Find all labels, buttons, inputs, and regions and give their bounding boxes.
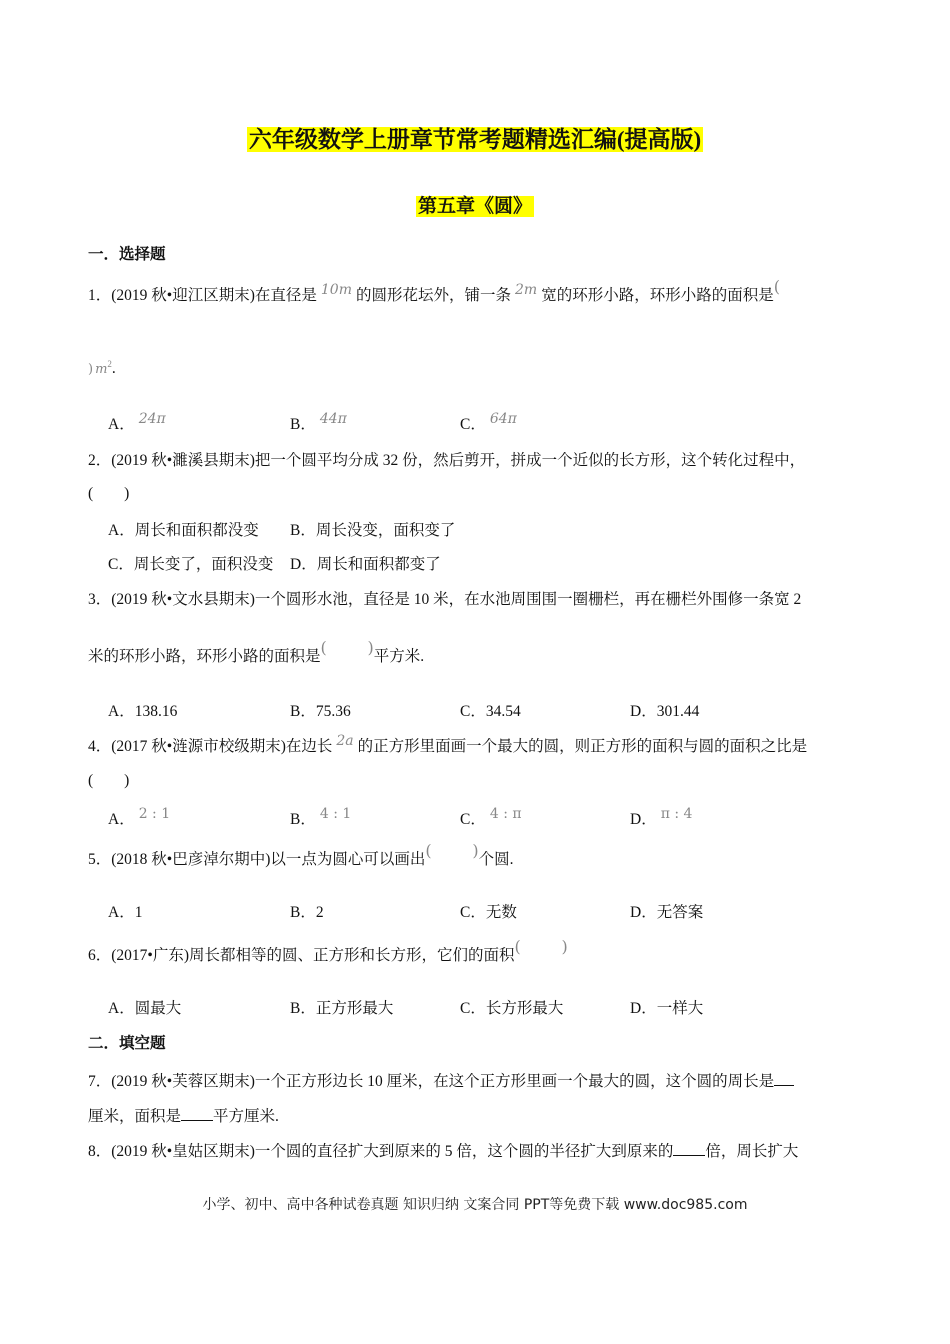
q1-option-b-value: 44π <box>319 411 347 427</box>
q6-option-d[interactable]: D．一样大 <box>630 1000 704 1017</box>
question-7-line-2 <box>88 1106 279 1127</box>
q8-text-a: 8．(2019 秋•皇姑区期末)一个圆的直径扩大到原来的 5 倍，这个圆的半径扩大到原来的 <box>88 1143 674 1160</box>
page-title <box>0 126 950 154</box>
q3-option-d[interactable]: D．301.44 <box>630 703 700 720</box>
q3-option-c[interactable]: C．34.54 <box>460 703 521 720</box>
q5-option-d[interactable]: D．无答案 <box>630 904 704 921</box>
question-8 <box>88 1141 798 1162</box>
q2-option-c[interactable]: C．周长变了，面积没变 <box>108 556 274 573</box>
question-2-line-2: ( ) <box>88 485 130 502</box>
q7-text-c: 平方厘米. <box>213 1108 279 1125</box>
page-title-text: 六年级数学上册章节常考题精选汇编(提高版) <box>248 127 702 152</box>
q3-option-b[interactable]: B．75.36 <box>290 703 351 720</box>
q3-text-b: 平方米. <box>373 648 425 665</box>
q2-option-d[interactable]: D．周长和面积都变了 <box>290 556 441 573</box>
q4-option-b-value: 4 : 1 <box>319 806 352 822</box>
page-footer: 小学、初中、高中各种试卷真题 知识归纳 文案合同 PPT等免费下载 www.doc985.com <box>202 1197 748 1213</box>
q4-option-c-label: C． <box>460 811 486 828</box>
q5-option-a[interactable]: A．1 <box>108 904 143 921</box>
q1-text-a: 1．(2019 秋•迎江区期末)在直径是 <box>88 287 317 304</box>
q7-blank-1[interactable] <box>774 1071 794 1086</box>
q1-option-b-label: B． <box>290 416 316 433</box>
q1-unit: m <box>95 362 108 378</box>
chapter-title <box>0 196 950 219</box>
q1-paren-close: ) <box>88 362 94 378</box>
question-3-line-2 <box>88 638 425 667</box>
q1-option-a-value: 24π <box>138 411 166 427</box>
q1-option-a[interactable] <box>108 411 170 435</box>
q2-option-a[interactable]: A．周长和面积都没变 <box>108 522 259 539</box>
q8-text-b: 倍，周长扩大 <box>705 1143 799 1160</box>
q4-math-side: 2a <box>336 733 354 749</box>
question-1-line-2 <box>88 359 116 379</box>
q4-option-d-value: π : 4 <box>660 806 693 822</box>
q1-option-c-value: 64π <box>489 411 517 427</box>
q5-option-b[interactable]: B．2 <box>290 904 324 921</box>
q3-text-a: 米的环形小路，环形小路的面积是 <box>88 648 321 665</box>
question-4-line-2: ( ) <box>88 772 130 789</box>
q1-option-a-label: A． <box>108 416 135 433</box>
q4-option-a-label: A． <box>108 811 135 828</box>
q4-text-a: 4．(2017 秋•涟源市校级期末)在边长 <box>88 738 333 755</box>
q8-blank-1[interactable] <box>673 1141 705 1156</box>
section-heading-fill: 二．填空题 <box>88 1035 166 1052</box>
question-3-line-1: 3．(2019 秋•文水县期末)一个圆形水池，直径是 10 米，在水池周围围一圈栅栏，再在栅栏外围修一条宽 2 <box>88 591 802 608</box>
q4-option-b[interactable] <box>290 806 355 830</box>
q4-option-d-label: D． <box>630 811 657 828</box>
question-1-line-1 <box>88 277 780 306</box>
q2-option-b[interactable]: B．周长没变，面积变了 <box>290 522 456 539</box>
q6-option-b[interactable]: B．正方形最大 <box>290 1000 394 1017</box>
q6-option-a[interactable]: A．圆最大 <box>108 1000 182 1017</box>
q5-option-c[interactable]: C．无数 <box>460 904 517 921</box>
q3-paren: ( ) <box>320 638 374 657</box>
q1-math-width: 2m <box>515 282 538 298</box>
q6-option-c[interactable]: C．长方形最大 <box>460 1000 564 1017</box>
q7-text-a: 7．(2019 秋•芙蓉区期末)一个正方形边长 10 厘米，在这个正方形里画一个最大的圆，这个圆的周长是 <box>88 1073 775 1090</box>
q1-math-diameter: 10m <box>320 282 352 298</box>
chapter-title-text: 第五章《圆》 <box>417 196 532 217</box>
q5-text-b: 个圆. <box>478 851 514 868</box>
q1-text-b: 的圆形花坛外，铺一条 <box>355 287 511 304</box>
question-5 <box>88 841 514 870</box>
q1-unit-exponent: 2 <box>107 359 112 369</box>
q4-option-c[interactable] <box>460 806 526 830</box>
q1-text-c: 宽的环形小路，环形小路的面积是 <box>541 287 774 304</box>
q7-text-b: 厘米，面积是 <box>88 1108 182 1125</box>
q1-option-c-label: C． <box>460 416 486 433</box>
q4-option-a[interactable] <box>108 806 174 830</box>
question-7-line-1 <box>88 1071 794 1092</box>
q5-text-a: 5．(2018 秋•巴彦淖尔期中)以一点为圆心可以画出 <box>88 851 426 868</box>
q4-option-a-value: 2 : 1 <box>138 806 171 822</box>
q1-paren-open: ( <box>773 277 780 296</box>
q5-paren: ( ) <box>425 841 479 860</box>
q4-option-b-label: B． <box>290 811 316 828</box>
q4-option-c-value: 4 : π <box>489 806 522 822</box>
q4-option-d[interactable] <box>630 806 696 830</box>
q1-end: . <box>111 360 116 378</box>
question-6 <box>88 937 568 966</box>
question-4-line-1 <box>88 733 808 757</box>
question-2-line-1: 2．(2019 秋•濉溪县期末)把一个圆平均分成 32 份，然后剪开，拼成一个近似的长方形，这个转化过程中， <box>88 452 806 469</box>
q6-text-a: 6．(2017•广东)周长都相等的圆、正方形和长方形，它们的面积 <box>88 947 515 964</box>
q1-option-b[interactable] <box>290 411 351 435</box>
section-heading-choice: 一．选择题 <box>88 246 166 263</box>
q7-blank-2[interactable] <box>181 1106 213 1121</box>
q6-paren: ( ) <box>514 937 568 956</box>
q4-text-b: 的正方形里面画一个最大的圆，则正方形的面积与圆的面积之比是 <box>357 738 808 755</box>
q1-option-c[interactable] <box>460 411 521 435</box>
q3-option-a[interactable]: A．138.16 <box>108 703 178 720</box>
